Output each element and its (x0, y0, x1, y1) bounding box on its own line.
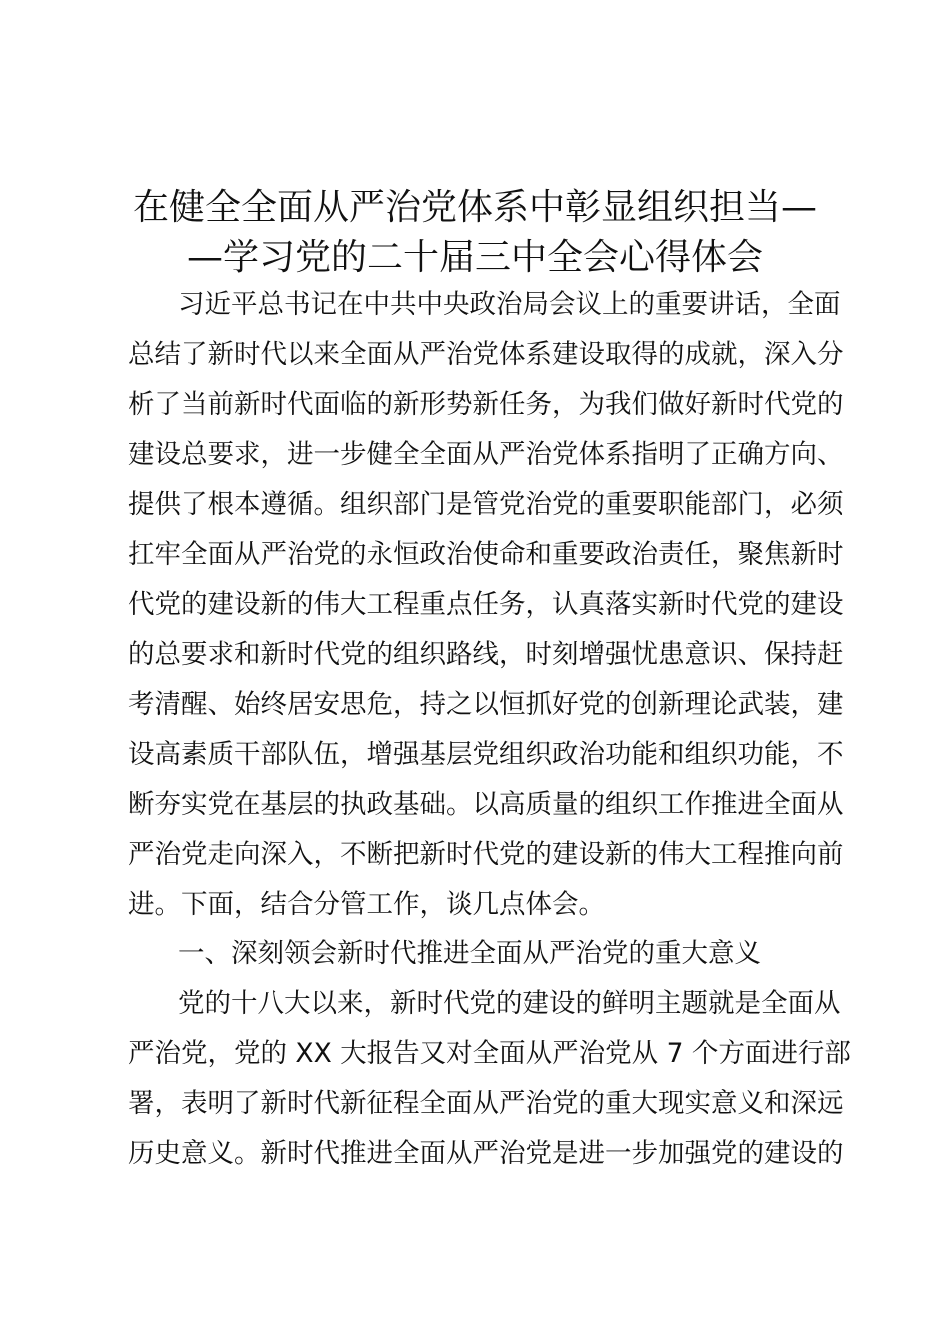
paragraph-1-line: 考清醒、始终居安思危，持之以恒抓好党的创新理论武装，建 (128, 689, 844, 720)
section-1-heading: 一、深刻领会新时代推进全面从严治党的重大意义 (178, 938, 761, 969)
paragraph-1-line: 进。下面，结合分管工作，谈几点体会。 (128, 889, 605, 920)
paragraph-1-line: 扛牢全面从严治党的永恒政治使命和重要政治责任，聚焦新时 (128, 539, 844, 570)
document-title-line-2: —学习党的二十届三中全会心得体会 (186, 237, 763, 278)
paragraph-1-line: 设高素质干部队伍，增强基层党组织政治功能和组织功能，不 (128, 739, 844, 770)
paragraph-1-line: 代党的建设新的伟大工程重点任务，认真落实新时代党的建设 (128, 589, 844, 620)
paragraph-1-line: 严治党走向深入，不断把新时代党的建设新的伟大工程推向前 (128, 839, 844, 870)
document-title-line-1: 在健全全面从严治党体系中彰显组织担当— (132, 187, 817, 228)
paragraph-1-line: 的总要求和新时代党的组织路线，时刻增强忧患意识、保持赶 (128, 639, 844, 670)
paragraph-2-line: 历史意义。新时代推进全面从严治党是进一步加强党的建设的 (128, 1138, 844, 1169)
paragraph-1-line: 提供了根本遵循。组织部门是管党治党的重要职能部门，必须 (128, 489, 844, 520)
paragraph-1-line: 断夯实党在基层的执政基础。以高质量的组织工作推进全面从 (128, 789, 844, 820)
paragraph-2-line: 严治党，党的 XX 大报告又对全面从严治党从 7 个方面进行部 (128, 1038, 851, 1069)
paragraph-1-line: 析了当前新时代面临的新形势新任务，为我们做好新时代党的 (128, 389, 844, 420)
paragraph-1-line: 建设总要求，进一步健全全面从严治党体系指明了正确方向、 (128, 439, 844, 470)
paragraph-1-line: 习近平总书记在中共中央政治局会议上的重要讲话，全面 (178, 289, 841, 320)
paragraph-2-line: 党的十八大以来，新时代党的建设的鲜明主题就是全面从 (178, 988, 841, 1019)
paragraph-2-line: 署，表明了新时代新征程全面从严治党的重大现实意义和深远 (128, 1088, 844, 1119)
paragraph-1-line: 总结了新时代以来全面从严治党体系建设取得的成就，深入分 (128, 339, 844, 370)
